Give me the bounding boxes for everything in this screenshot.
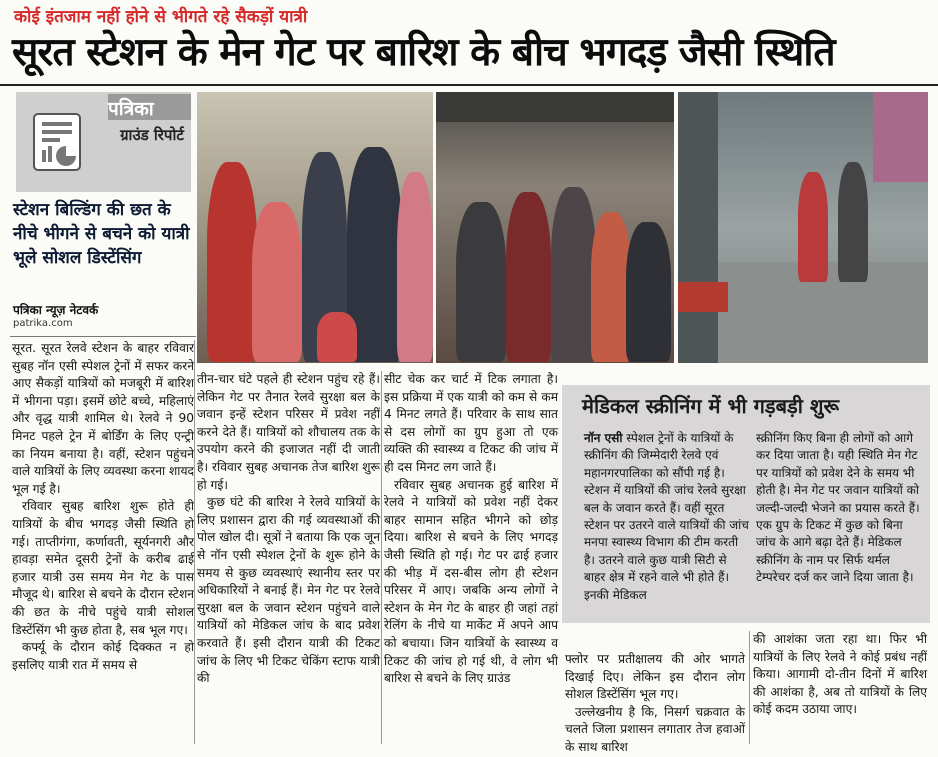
paragraph: उल्लेखनीय है कि, निसर्ग चक्रवात के चलते जिला प्रशासन लगातार तेज हवाओं के साथ बारिश bbox=[565, 704, 745, 754]
paragraph: कर्फ्यू के दौरान कोई दिक्कत न हो इसलिए यात्री रात में समय से bbox=[12, 640, 194, 672]
headline-rule bbox=[0, 84, 938, 86]
article-column-1 bbox=[12, 340, 194, 674]
article-column-2 bbox=[197, 371, 380, 688]
paragraph: की आशंका जता रहा था। फिर भी यात्रियों के लिए रेलवे ने कोई प्रबंध नहीं किया। आगामी दो-तीन दिनों में बारिश की आशंका है, अब तो यात्रियों के लिए कोई कदम उठाया जाए। bbox=[753, 632, 927, 717]
headline: सूरत स्टेशन के मेन गेट पर बारिश के बीच भगदड़ जैसी स्थिति bbox=[12, 30, 835, 75]
box-column-2: स्क्रीनिंग किए बिना ही लोगों को आगे कर दिया जाता है। यही स्थिति मेन गेट पर यात्रियों को प्रवेश देने के समय भी होती है। मेन गेट पर जवान यात्रियों को जल्दी-जल्दी भेजने का प्रयास करते हैं। एक ग्रुप के टिकट में कुछ को बिना जांच के आगे बढ़ा देते हैं। मेडिकल स्क्रीनिंग के नाम पर सिर्फ थर्मल टेम्परेचर दर्ज कर जाने दिया जाता है। bbox=[756, 431, 920, 585]
kicker: कोई इंतजाम नहीं होने से भीगते रहे सैकड़ों यात्री bbox=[14, 7, 308, 27]
paragraph: सीट चेक कर चार्ट में टिक लगाता है। इस प्रक्रिया में एक यात्री को कम से कम 4 मिनट लगते हैं। परिवार के साथ सात से दस लोगों का ग्रुप हुआ तो एक व्यक्ति की स्वास्थ्य व टिकट की जांच में ही दस मिनट लग जाते हैं। bbox=[384, 372, 558, 474]
box-text: स्पेशल ट्रेनों के यात्रियों के स्क्रीनिंग की जिम्मेदारी रेलवे एवं महानगरपालिका को सौंपी गई है। स्टेशन में यात्रियों की जांच रेलवे सुरक्षा बल के जवान करते हैं। वहीं सूरत स्टेशन पर उतरने वाले यात्रियों की जांच मनपा स्वास्थ्य विभाग की टीम करती है। उतरने वाले कुछ यात्री सिटी से बाहर क्षेत्र में रहने वाले भी होते हैं। इनकी मेडिकल bbox=[584, 431, 749, 602]
box-column-1 bbox=[584, 430, 749, 604]
column-divider bbox=[749, 631, 750, 744]
column-divider bbox=[381, 371, 382, 744]
side-headline: स्टेशन बिल्डिंग की छत के नीचे भीगने से बचने को यात्री भूले सोशल डिस्टेंसिंग bbox=[13, 200, 190, 268]
photo-rain-street bbox=[678, 92, 928, 363]
paragraph: रविवार सुबह बारिश शुरू होते ही यात्रियों के बीच भगदड़ जैसी स्थिति हो गई। ताप्तीगंगा, कर्णावती, सूर्यनगरी और हावड़ा समेत दूसरी ट्रेनों के करीब ढाई हजार यात्री उस समय मेन गेट के पास मौजूद थे। बारिश से बचने के दौरान स्टेशन की छत के नीचे पहुंचे यात्री सोशल डिस्टेंसिंग भी कुछ होता है, सब भूल गए। bbox=[12, 499, 194, 637]
photo-crowd-shelter bbox=[436, 92, 674, 363]
paragraph: सूरत. सूरत रेलवे स्टेशन के बाहर रविवार सुबह नॉन एसी स्पेशल ट्रेनों में सफर करने आए सैकड़ों यात्रियों को मजबूरी में बारिश में भीगना पड़ा। इसमें छोटे बच्चे, महिलाएं और वृद्ध यात्री शामिल थे। रेलवे ने 90 मिनट पहले ट्रेन में बोर्डिंग के लिए एन्ट्री का नियम बनाया है। वहीं, स्टेशन पहुंचने वाले यात्रियों के लिए व्यवस्था करना शायद भूल गई है। bbox=[12, 341, 194, 496]
paragraph: फ्लोर पर प्रतीक्षालय की ओर भागते दिखाई दिए। लेकिन इस दौरान लोग सोशल डिस्टेंसिंग भूल गए। bbox=[565, 652, 745, 702]
box-lead: नॉन एसी bbox=[584, 431, 623, 445]
side-rule bbox=[10, 336, 196, 337]
byline-web: patrika.com bbox=[13, 318, 73, 329]
box-title: मेडिकल स्क्रीनिंग में भी गड़बड़ी शुरू bbox=[582, 394, 840, 418]
byline: पत्रिका न्यूज़ नेटवर्क bbox=[13, 303, 99, 317]
paragraph: तीन-चार घंटे पहले ही स्टेशन पहुंच रहे हैं। लेकिन गेट पर तैनात रेलवे सुरक्षा बल के जवान इन्हें स्टेशन परिसर में प्रवेश नहीं करने देते हैं। यात्रियों को शौचालय तक के उपयोग करने की इजाजत नहीं दी जाती है। रविवार सुबह अचानक तेज बारिश शुरू हो गई। bbox=[197, 372, 380, 492]
article-column-4a bbox=[565, 651, 745, 757]
photo-crowd-gate bbox=[197, 92, 433, 363]
logo-subtitle: ग्राउंड रिपोर्ट bbox=[120, 126, 184, 144]
logo-brand: पत्रिका bbox=[108, 98, 154, 120]
article-column-3 bbox=[384, 371, 558, 688]
paragraph: कुछ घंटे की बारिश ने रेलवे यात्रियों के लिए प्रशासन द्वारा की गई व्यवस्थाओं की पोल खोल दी। सूत्रों ने बताया कि एक जून से नॉन एसी स्पेशल ट्रेनों के शुरू होने के समय से कुछ व्यवस्थाएं स्थानीय स्तर पर अधिकारियों ने बनाई हैं। मेन गेट पर रेलवे सुरक्षा बल के जवान स्टेशन पहुंचने वाले यात्रियों को मेडिकल जांच के बाद प्रवेश करवाते हैं। इसी दौरान यात्री की टिकट जांच के लिए भी टिकट चेकिंग स्टाफ यात्री की bbox=[197, 495, 380, 686]
report-chart-icon bbox=[20, 108, 98, 178]
paragraph: रविवार सुबह अचानक हुई बारिश में रेलवे ने यात्रियों को प्रवेश नहीं देकर बाहर सामान सहित भीगने को छोड़ दिया। बारिश से बचने के लिए भगदड़ जैसी स्थिति हो गई। गेट पर ढाई हजार की भीड़ में दस-बीस लोग ही स्टेशन परिसर में आए। जबकि अन्य लोगों ने स्टेशन के मेन गेट के बाहर ही जहां तहां रेलिंग के नीचे या मार्केट में अपने आप को बचाया। जिन यात्रियों के स्वास्थ्य व टिकट की जांच हो गई थी, वे लोग भी बारिश से बचने के लिए ग्राउंड bbox=[384, 477, 558, 686]
article-column-4b bbox=[753, 631, 927, 719]
column-divider bbox=[194, 340, 195, 744]
